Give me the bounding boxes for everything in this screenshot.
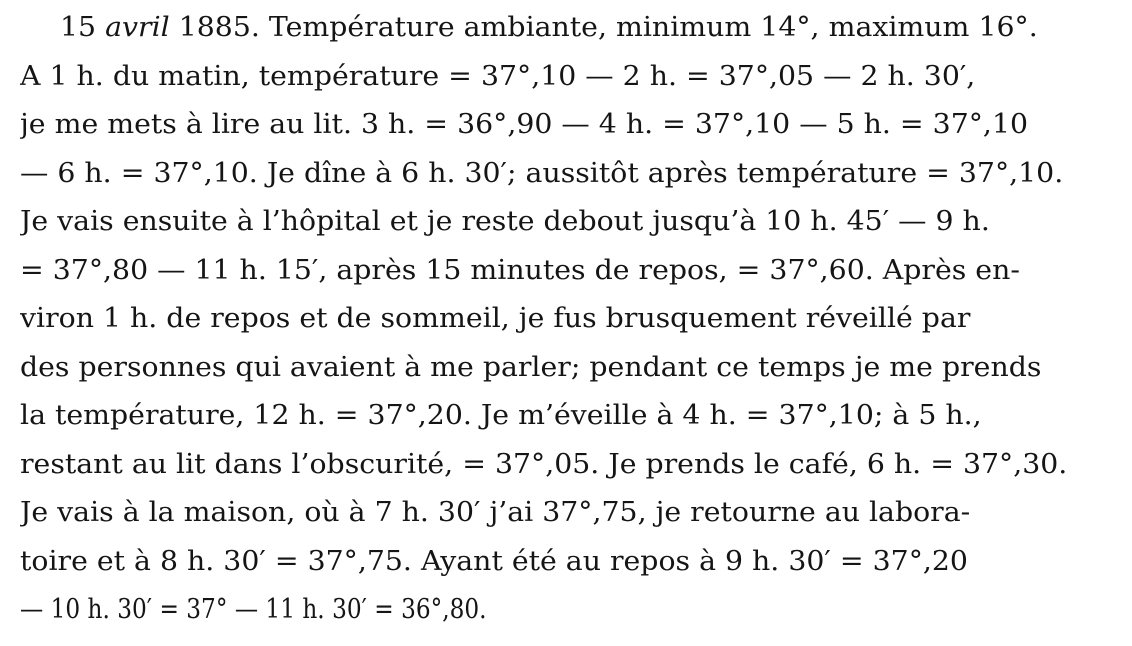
text-segment-italic: avril <box>105 12 170 43</box>
text-segment: je me mets à lire au lit. 3 h. = 36°,90 — 4 h. = 37°,10 — 5 h. = 37°,10 <box>20 109 1029 140</box>
text-line-3 <box>20 101 1120 150</box>
text-segment: A 1 h. du matin, température = 37°,10 — 2 h. = 37°,05 — 2 h. 30′, <box>20 60 976 92</box>
text-segment: — 10 h. 30′ = 37° — 11 h. 30′ = 36°,80. <box>20 594 487 625</box>
text-line-6 <box>20 247 1120 296</box>
text-segment: = 37°,80 — 11 h. 15′, après 15 minutes de repos, = 37°,60. Après en- <box>20 254 1020 286</box>
text-line-8 <box>20 344 1120 393</box>
text-segment: 1885. Température ambiante, minimum 14°, maximum 16°. <box>169 12 1038 43</box>
text-segment: des personnes qui avaient à me parler; pendant ce temps je me prends <box>20 351 1042 383</box>
text-line-7 <box>20 295 1120 344</box>
text-line-2 <box>20 53 1120 102</box>
document-text <box>20 4 1120 635</box>
text-segment: toire et à 8 h. 30′ = 37°,75. Ayant été au repos à 9 h. 30′ = 37°,20 <box>20 545 968 577</box>
text-line-1-inner <box>60 4 1038 53</box>
text-segment: Je vais ensuite à l’hôpital et je reste debout jusqu’à 10 h. 45′ — 9 h. <box>20 206 990 237</box>
text-segment: viron 1 h. de repos et de sommeil, je fus brusquement réveillé par <box>20 303 971 334</box>
text-line-9 <box>20 392 1120 441</box>
text-line-11 <box>20 489 1120 538</box>
text-line-5 <box>20 198 1120 247</box>
text-segment: — 6 h. = 37°,10. Je dîne à 6 h. 30′; aussitôt après température = 37°,10. <box>20 157 1064 189</box>
text-line-1 <box>20 4 1120 53</box>
text-segment: restant au lit dans l’obscurité, = 37°,05. Je prends le café, 6 h. = 37°,30. <box>20 448 1068 480</box>
text-line-10 <box>20 441 1120 490</box>
text-segment: la température, 12 h. = 37°,20. Je m’éveille à 4 h. = 37°,10; à 5 h., <box>20 400 982 431</box>
text-line-12 <box>20 538 1120 587</box>
text-segment: Je vais à la maison, où à 7 h. 30′ j’ai 37°,75, je retourne au labora- <box>20 497 971 528</box>
text-segment: 15 <box>60 12 106 43</box>
text-line-4 <box>20 150 1120 199</box>
text-line-13 <box>20 586 1120 635</box>
